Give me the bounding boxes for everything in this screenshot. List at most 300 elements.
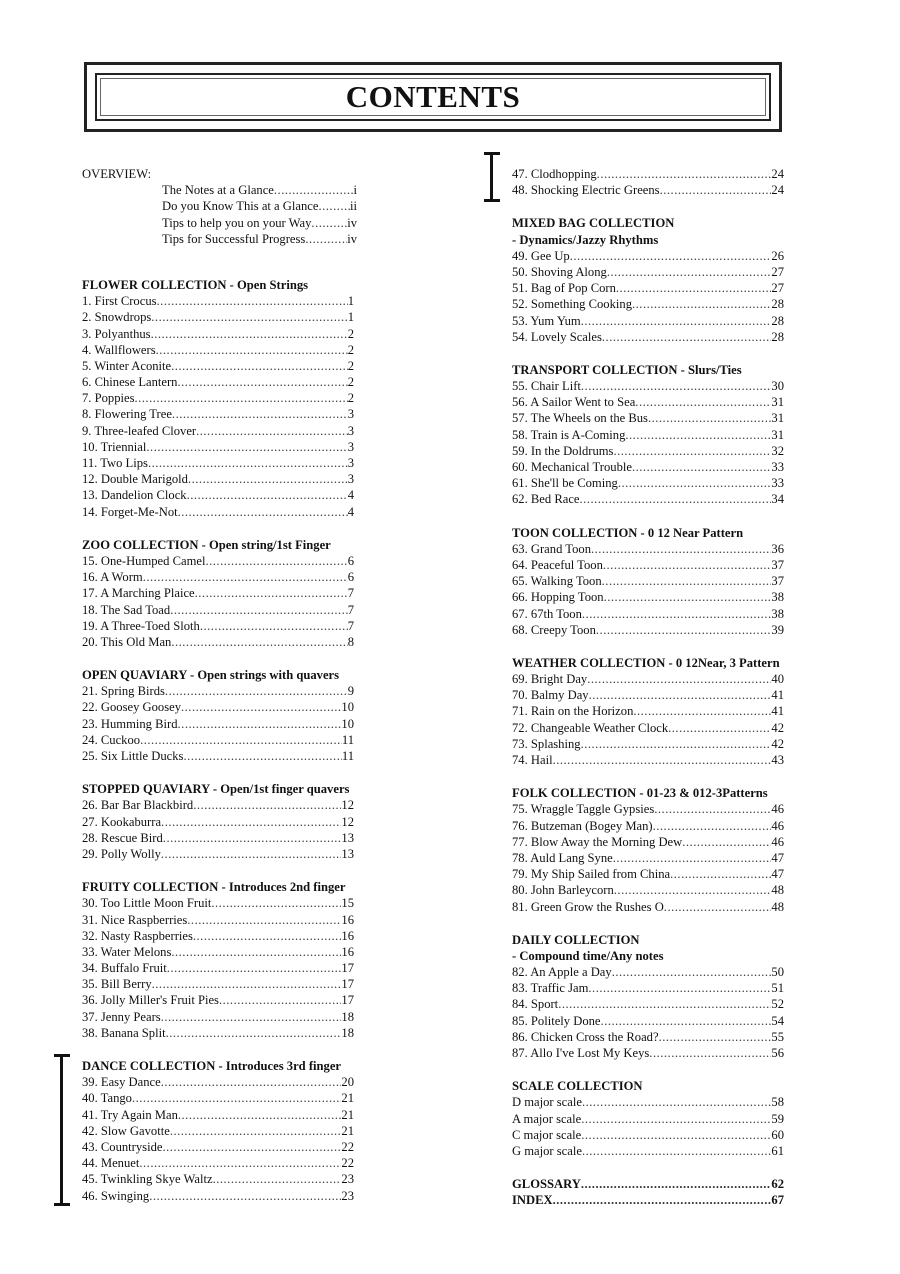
page-number: 23 <box>341 1188 354 1203</box>
page-number: 31 <box>771 395 784 410</box>
entry-title: 40. Tango <box>82 1091 132 1106</box>
toc-entry <box>82 683 354 699</box>
dot-leader <box>613 850 772 866</box>
dot-leader <box>163 830 342 846</box>
entry-title: 82. An Apple a Day <box>512 965 612 980</box>
entry-title: 57. The Wheels on the Bus <box>512 411 648 426</box>
toc-entry <box>512 378 784 394</box>
page-number: 17 <box>341 977 354 992</box>
entry-title: GLOSSARY <box>512 1177 581 1192</box>
toc-entry <box>82 732 354 748</box>
toc-entry <box>512 394 784 410</box>
dot-leader <box>591 541 771 557</box>
dot-leader <box>132 1090 341 1106</box>
toc-entry <box>82 976 354 992</box>
toc-entry <box>512 622 784 638</box>
page-number: ii <box>350 199 357 214</box>
page-number: 24 <box>771 183 784 198</box>
page-number: 27 <box>771 264 784 279</box>
dot-leader <box>668 720 771 736</box>
page-number: 62 <box>771 1177 784 1192</box>
page-number: 52 <box>771 997 784 1012</box>
toc-entry <box>512 671 784 687</box>
toc-entry <box>512 1111 784 1127</box>
entry-title: 25. Six Little Ducks <box>82 749 184 763</box>
page-number: 16 <box>341 912 354 927</box>
page-number: 38 <box>771 590 784 605</box>
dot-leader <box>581 1176 772 1192</box>
page-number: 28 <box>771 313 784 328</box>
entry-title: 63. Grand Toon <box>512 541 591 556</box>
dot-leader <box>664 899 772 915</box>
page-number: 21 <box>341 1123 354 1138</box>
entry-title: 3. Polyanthus <box>82 326 151 341</box>
toc-entry <box>512 720 784 736</box>
page-number: 1 <box>347 294 354 309</box>
entry-title: 9. Three-leafed Clover <box>82 423 197 438</box>
section-heading: DANCE COLLECTION - Introduces 3rd finger <box>82 1059 342 1073</box>
entry-title: 11. Two Lips <box>82 456 148 470</box>
toc-entry <box>82 1139 354 1155</box>
entry-title: 79. My Ship Sailed from China <box>512 867 671 882</box>
dot-leader <box>558 996 771 1012</box>
dot-leader <box>177 374 347 390</box>
toc-entry <box>82 944 354 960</box>
toc-entry <box>512 313 784 329</box>
toc-entry <box>82 1155 354 1171</box>
page-number: 9 <box>347 684 354 699</box>
page-number: iv <box>347 231 357 246</box>
entry-title: 6. Chinese Lantern <box>82 375 178 390</box>
toc-entry <box>512 996 784 1012</box>
entry-title: C major scale <box>512 1127 582 1142</box>
section-heading: MIXED BAG COLLECTION <box>512 216 675 231</box>
toc-entry <box>82 1025 354 1041</box>
entry-title: 50. Shoving Along <box>512 264 607 279</box>
dot-leader <box>553 752 772 768</box>
toc-section <box>512 215 784 345</box>
page-number: 38 <box>771 606 784 621</box>
dot-leader <box>161 1009 342 1025</box>
toc-entry <box>512 410 784 426</box>
dot-leader <box>597 166 772 182</box>
page-number: 31 <box>771 411 784 426</box>
toc-entry <box>82 992 354 1008</box>
page-number: 2 <box>347 342 354 357</box>
section-heading: TRANSPORT COLLECTION - Slurs/Ties <box>512 362 742 377</box>
dot-leader <box>161 1074 342 1090</box>
toc-entry <box>82 634 354 650</box>
toc-entry <box>512 606 784 622</box>
toc-entry <box>162 215 357 231</box>
toc-entry <box>82 553 354 569</box>
entry-title: 22. Goosey Goosey <box>82 700 181 715</box>
section-heading: ZOO COLLECTION - Open string/1st Finger <box>82 537 331 552</box>
section-subheading: - Compound time/Any notes <box>512 948 664 963</box>
dot-leader <box>193 928 342 944</box>
page-number: 58 <box>771 1095 784 1110</box>
entry-title: 35. Bill Berry <box>82 977 152 992</box>
page-number: 7 <box>347 618 354 633</box>
toc-entry <box>82 699 354 715</box>
dot-leader <box>553 1192 772 1208</box>
dot-leader <box>188 471 348 487</box>
dot-leader <box>649 1045 771 1061</box>
page-number: iv <box>347 215 357 230</box>
page-number: 37 <box>771 574 784 589</box>
toc-entry <box>512 573 784 589</box>
page-number: 28 <box>771 329 784 344</box>
toc-entry <box>82 326 354 342</box>
dot-leader <box>152 976 342 992</box>
dot-leader <box>682 834 771 850</box>
page-number: 4 <box>347 488 354 503</box>
toc-entry <box>82 439 354 455</box>
entry-title: 52. Something Cooking <box>512 297 632 312</box>
toc-section <box>512 932 784 1062</box>
dot-leader <box>205 553 347 569</box>
page-number: 11 <box>341 732 354 747</box>
page-number: 17 <box>341 961 354 976</box>
entry-title: 69. Bright Day <box>512 672 588 687</box>
page-number: 2 <box>347 326 354 341</box>
toc-entry <box>82 618 354 634</box>
entry-title: 7. Poppies <box>82 391 135 406</box>
bracket-mark-top <box>484 152 498 202</box>
toc-entry <box>82 293 354 309</box>
dot-leader <box>171 944 341 960</box>
dot-leader <box>187 912 341 928</box>
entry-title: 19. A Three-Toed Sloth <box>82 618 200 633</box>
entry-title: 38. Banana Split <box>82 1025 166 1040</box>
entry-title: 83. Traffic Jam <box>512 981 589 996</box>
toc-entry <box>82 602 354 618</box>
dot-leader <box>582 1094 771 1110</box>
toc-section <box>512 785 784 915</box>
page-number: 1 <box>347 310 354 325</box>
entry-title: 81. Green Grow the Rushes O <box>512 899 664 914</box>
entry-title: 34. Buffalo Fruit <box>82 961 167 976</box>
entry-title: 68. Creepy Toon <box>512 622 596 637</box>
toc-entry <box>162 182 357 198</box>
entry-title: 33. Water Melons <box>82 944 172 959</box>
page-number: 32 <box>771 443 784 458</box>
toc-entry <box>512 557 784 573</box>
page-number: 2 <box>347 358 354 373</box>
toc-entry <box>82 830 354 846</box>
page-number: 47 <box>771 867 784 882</box>
page-number: 30 <box>771 379 784 394</box>
page-number: 60 <box>771 1127 784 1142</box>
toc-entry <box>82 1074 354 1090</box>
toc-section <box>512 655 784 768</box>
page-number: 42 <box>771 736 784 751</box>
entry-title: 1. First Crocus <box>82 294 157 309</box>
entry-title: 76. Butzeman (Bogey Man) <box>512 818 653 833</box>
entry-title: 39. Easy Dance <box>82 1075 161 1090</box>
toc-entry <box>512 687 784 703</box>
toc-entry <box>82 814 354 830</box>
toc-entry <box>162 198 357 214</box>
dot-leader <box>616 280 772 296</box>
page-number: 2 <box>347 375 354 390</box>
dot-leader <box>151 309 347 325</box>
toc-entry <box>82 1009 354 1025</box>
section-heading: FLOWER COLLECTION - Open Strings <box>82 277 309 292</box>
entry-title: 23. Humming Bird <box>82 716 178 731</box>
page-number: 18 <box>341 1025 354 1040</box>
dot-leader <box>581 378 772 394</box>
page-number: 2 <box>347 391 354 406</box>
section-subheading: - Dynamics/Jazzy Rhythms <box>512 232 659 247</box>
page-number: 12 <box>341 798 354 813</box>
page-number: 46 <box>771 818 784 833</box>
dot-leader <box>167 960 342 976</box>
entry-title: 10. Triennial <box>82 439 147 454</box>
title-frame <box>84 62 782 132</box>
page-number: 43 <box>771 753 784 767</box>
dot-leader <box>170 602 348 618</box>
page-number: 39 <box>771 622 784 637</box>
entry-title: 32. Nasty Raspberries <box>82 928 193 943</box>
toc-entry <box>82 504 354 520</box>
entry-title: 36. Jolly Miller's Fruit Pies <box>82 993 219 1008</box>
entry-title: 58. Train is A-Coming <box>512 427 626 442</box>
toc-entry <box>82 912 354 928</box>
page-number: 59 <box>771 1111 784 1126</box>
toc-entry <box>512 818 784 834</box>
bracket-mark-bottom <box>54 1054 68 1206</box>
dot-leader <box>148 455 348 471</box>
dot-leader <box>305 231 347 247</box>
toc-entry <box>82 406 354 422</box>
dot-leader <box>614 882 772 898</box>
toc-entry <box>162 231 357 247</box>
page-number: 33 <box>771 460 784 474</box>
entry-title: 67. 67th Toon <box>512 606 582 621</box>
page-number: 28 <box>771 297 784 312</box>
page-number: 6 <box>347 570 354 585</box>
dot-leader <box>635 394 771 410</box>
page-number: 37 <box>771 557 784 572</box>
entry-title: 62. Bed Race <box>512 492 580 507</box>
dot-leader <box>195 585 348 601</box>
page-number: 17 <box>341 993 354 1008</box>
dot-leader <box>654 801 771 817</box>
section-heading: WEATHER COLLECTION - 0 12Near, 3 Pattern <box>512 655 780 670</box>
entry-title: D major scale <box>512 1095 582 1110</box>
dot-leader <box>178 1107 342 1123</box>
page-number: 6 <box>347 553 354 568</box>
entry-title: 86. Chicken Cross the Road? <box>512 1029 659 1044</box>
entry-title: 17. A Marching Plaice <box>82 586 195 601</box>
toc-entry <box>82 374 354 390</box>
page-number: 7 <box>347 602 354 617</box>
dot-leader <box>632 296 771 312</box>
entry-title: 12. Double Marigold <box>82 472 188 487</box>
left-column <box>82 166 357 1221</box>
toc-section <box>82 537 354 650</box>
entry-title: Tips for Successful Progress <box>162 231 306 246</box>
entry-title: 27. Kookaburra <box>82 814 162 829</box>
toc-entry <box>82 716 354 732</box>
toc-entry <box>82 1090 354 1106</box>
dot-leader <box>166 1025 342 1041</box>
toc-section <box>512 1078 784 1159</box>
page-number: 16 <box>341 944 354 959</box>
toc-entry <box>82 569 354 585</box>
toc-entry <box>82 1171 354 1187</box>
dot-leader <box>570 248 772 264</box>
dot-leader <box>659 1029 772 1045</box>
page-number: 3 <box>347 407 354 422</box>
entry-title: 41. Try Again Man <box>82 1107 178 1122</box>
page-number: 48 <box>771 883 784 898</box>
entry-title: 13. Dandelion Clock <box>82 488 187 503</box>
entry-title: 45. Twinkling Skye Waltz <box>82 1172 213 1187</box>
entry-title: 85. Politely Done <box>512 1013 601 1028</box>
toc-entry <box>82 1123 354 1139</box>
entry-title: 20. This Old Man <box>82 634 172 649</box>
toc-entry <box>82 487 354 503</box>
toc-entry <box>512 296 784 312</box>
page-number: 42 <box>771 720 784 735</box>
dot-leader <box>146 439 347 455</box>
entry-title: 21. Spring Birds <box>82 684 165 699</box>
dot-leader <box>139 1155 341 1171</box>
dot-leader <box>588 980 771 996</box>
page-number: 47 <box>771 850 784 865</box>
dot-leader <box>581 313 772 329</box>
toc-entry <box>512 491 784 507</box>
page-number: 56 <box>771 1046 784 1060</box>
dot-leader <box>219 992 341 1008</box>
page-number: 12 <box>341 814 354 829</box>
entry-title: 30. Too Little Moon Fruit <box>82 896 212 911</box>
dot-leader <box>196 423 348 439</box>
dot-leader <box>172 406 348 422</box>
page-number: 16 <box>341 928 354 943</box>
entry-title: 54. Lovely Scales <box>512 329 602 344</box>
dot-leader <box>618 475 772 491</box>
entry-title: 53. Yum Yum <box>512 313 581 328</box>
toc-entry <box>82 585 354 601</box>
entry-title: 31. Nice Raspberries <box>82 912 188 927</box>
page-number: 10 <box>341 716 354 731</box>
dot-leader <box>162 1139 341 1155</box>
page-number: 3 <box>347 439 354 454</box>
dot-leader <box>601 1013 772 1029</box>
toc-entry <box>512 866 784 882</box>
entry-title: 87. Allo I've Lost My Keys <box>512 1046 650 1060</box>
entry-title: 44. Menuet <box>82 1156 140 1171</box>
page-number: 13 <box>341 830 354 845</box>
page-number: 3 <box>347 423 354 438</box>
overview-list <box>82 182 357 247</box>
dot-leader <box>178 504 348 520</box>
dot-leader <box>183 748 341 764</box>
dot-leader <box>625 427 771 443</box>
page-number: 50 <box>771 965 784 980</box>
toc-entry <box>512 1127 784 1143</box>
page-number: 3 <box>347 472 354 487</box>
entry-title: 46. Swinging <box>82 1188 150 1203</box>
entry-title: 26. Bar Bar Blackbird <box>82 798 194 813</box>
toc-entry <box>512 1013 784 1029</box>
dot-leader <box>213 1171 342 1187</box>
page-number: 4 <box>347 504 354 519</box>
entry-title: 4. Wallflowers <box>82 342 156 357</box>
entry-title: 16. A Worm <box>82 570 143 585</box>
dot-leader <box>161 814 341 830</box>
toc-entry <box>512 166 784 182</box>
toc-entry <box>512 1192 784 1208</box>
dot-leader <box>587 671 771 687</box>
page-number: 61 <box>771 1143 784 1158</box>
dot-leader <box>603 557 772 573</box>
dot-leader <box>582 606 772 622</box>
entry-title: 80. John Barleycorn <box>512 883 614 898</box>
entry-title: 5. Winter Aconite <box>82 358 172 373</box>
toc-entry <box>512 964 784 980</box>
toc-entry <box>512 1045 784 1061</box>
entry-title: 49. Gee Up <box>512 248 570 263</box>
toc-section <box>512 362 784 508</box>
page-number: 24 <box>771 167 784 181</box>
page-number: 46 <box>771 834 784 849</box>
dot-leader <box>632 459 771 475</box>
toc-entry <box>82 455 354 471</box>
toc-entry <box>512 459 784 475</box>
dot-leader <box>633 703 771 719</box>
entry-title: 73. Splashing <box>512 736 581 751</box>
entry-title: 28. Rescue Bird <box>82 830 163 845</box>
page-number: 20 <box>341 1075 354 1090</box>
entry-title: 37. Jenny Pears <box>82 1009 161 1024</box>
page-number: 7 <box>347 586 354 601</box>
dot-leader <box>580 491 772 507</box>
toc-entry <box>82 309 354 325</box>
entry-title: Do you Know This at a Glance <box>162 199 319 214</box>
overview-heading: OVERVIEW: <box>82 167 152 181</box>
dot-leader <box>318 198 350 214</box>
toc-entry <box>512 752 784 768</box>
toc-entry <box>512 248 784 264</box>
dot-leader <box>581 736 772 752</box>
entry-title: 48. Shocking Electric Greens <box>512 183 660 198</box>
toc-section <box>82 667 354 764</box>
page-number: 8 <box>347 634 354 649</box>
toc-entry <box>512 475 784 491</box>
dot-leader <box>149 1188 341 1204</box>
page-number: 31 <box>771 427 784 442</box>
dot-leader <box>613 443 771 459</box>
page-number: 21 <box>341 1107 354 1122</box>
page-number: 26 <box>771 248 784 263</box>
entry-title: 64. Peaceful Toon <box>512 557 603 572</box>
page-number: 36 <box>771 541 784 556</box>
dot-leader <box>165 683 348 699</box>
toc-entry <box>82 846 354 862</box>
toc-entry <box>512 980 784 996</box>
entry-title: 75. Wraggle Taggle Gypsies <box>512 802 655 817</box>
page-number: 15 <box>341 896 354 911</box>
toc-entry <box>82 471 354 487</box>
entry-title: 70. Balmy Day <box>512 688 589 703</box>
toc-entry <box>512 882 784 898</box>
dot-leader <box>193 797 341 813</box>
dot-leader <box>140 732 342 748</box>
